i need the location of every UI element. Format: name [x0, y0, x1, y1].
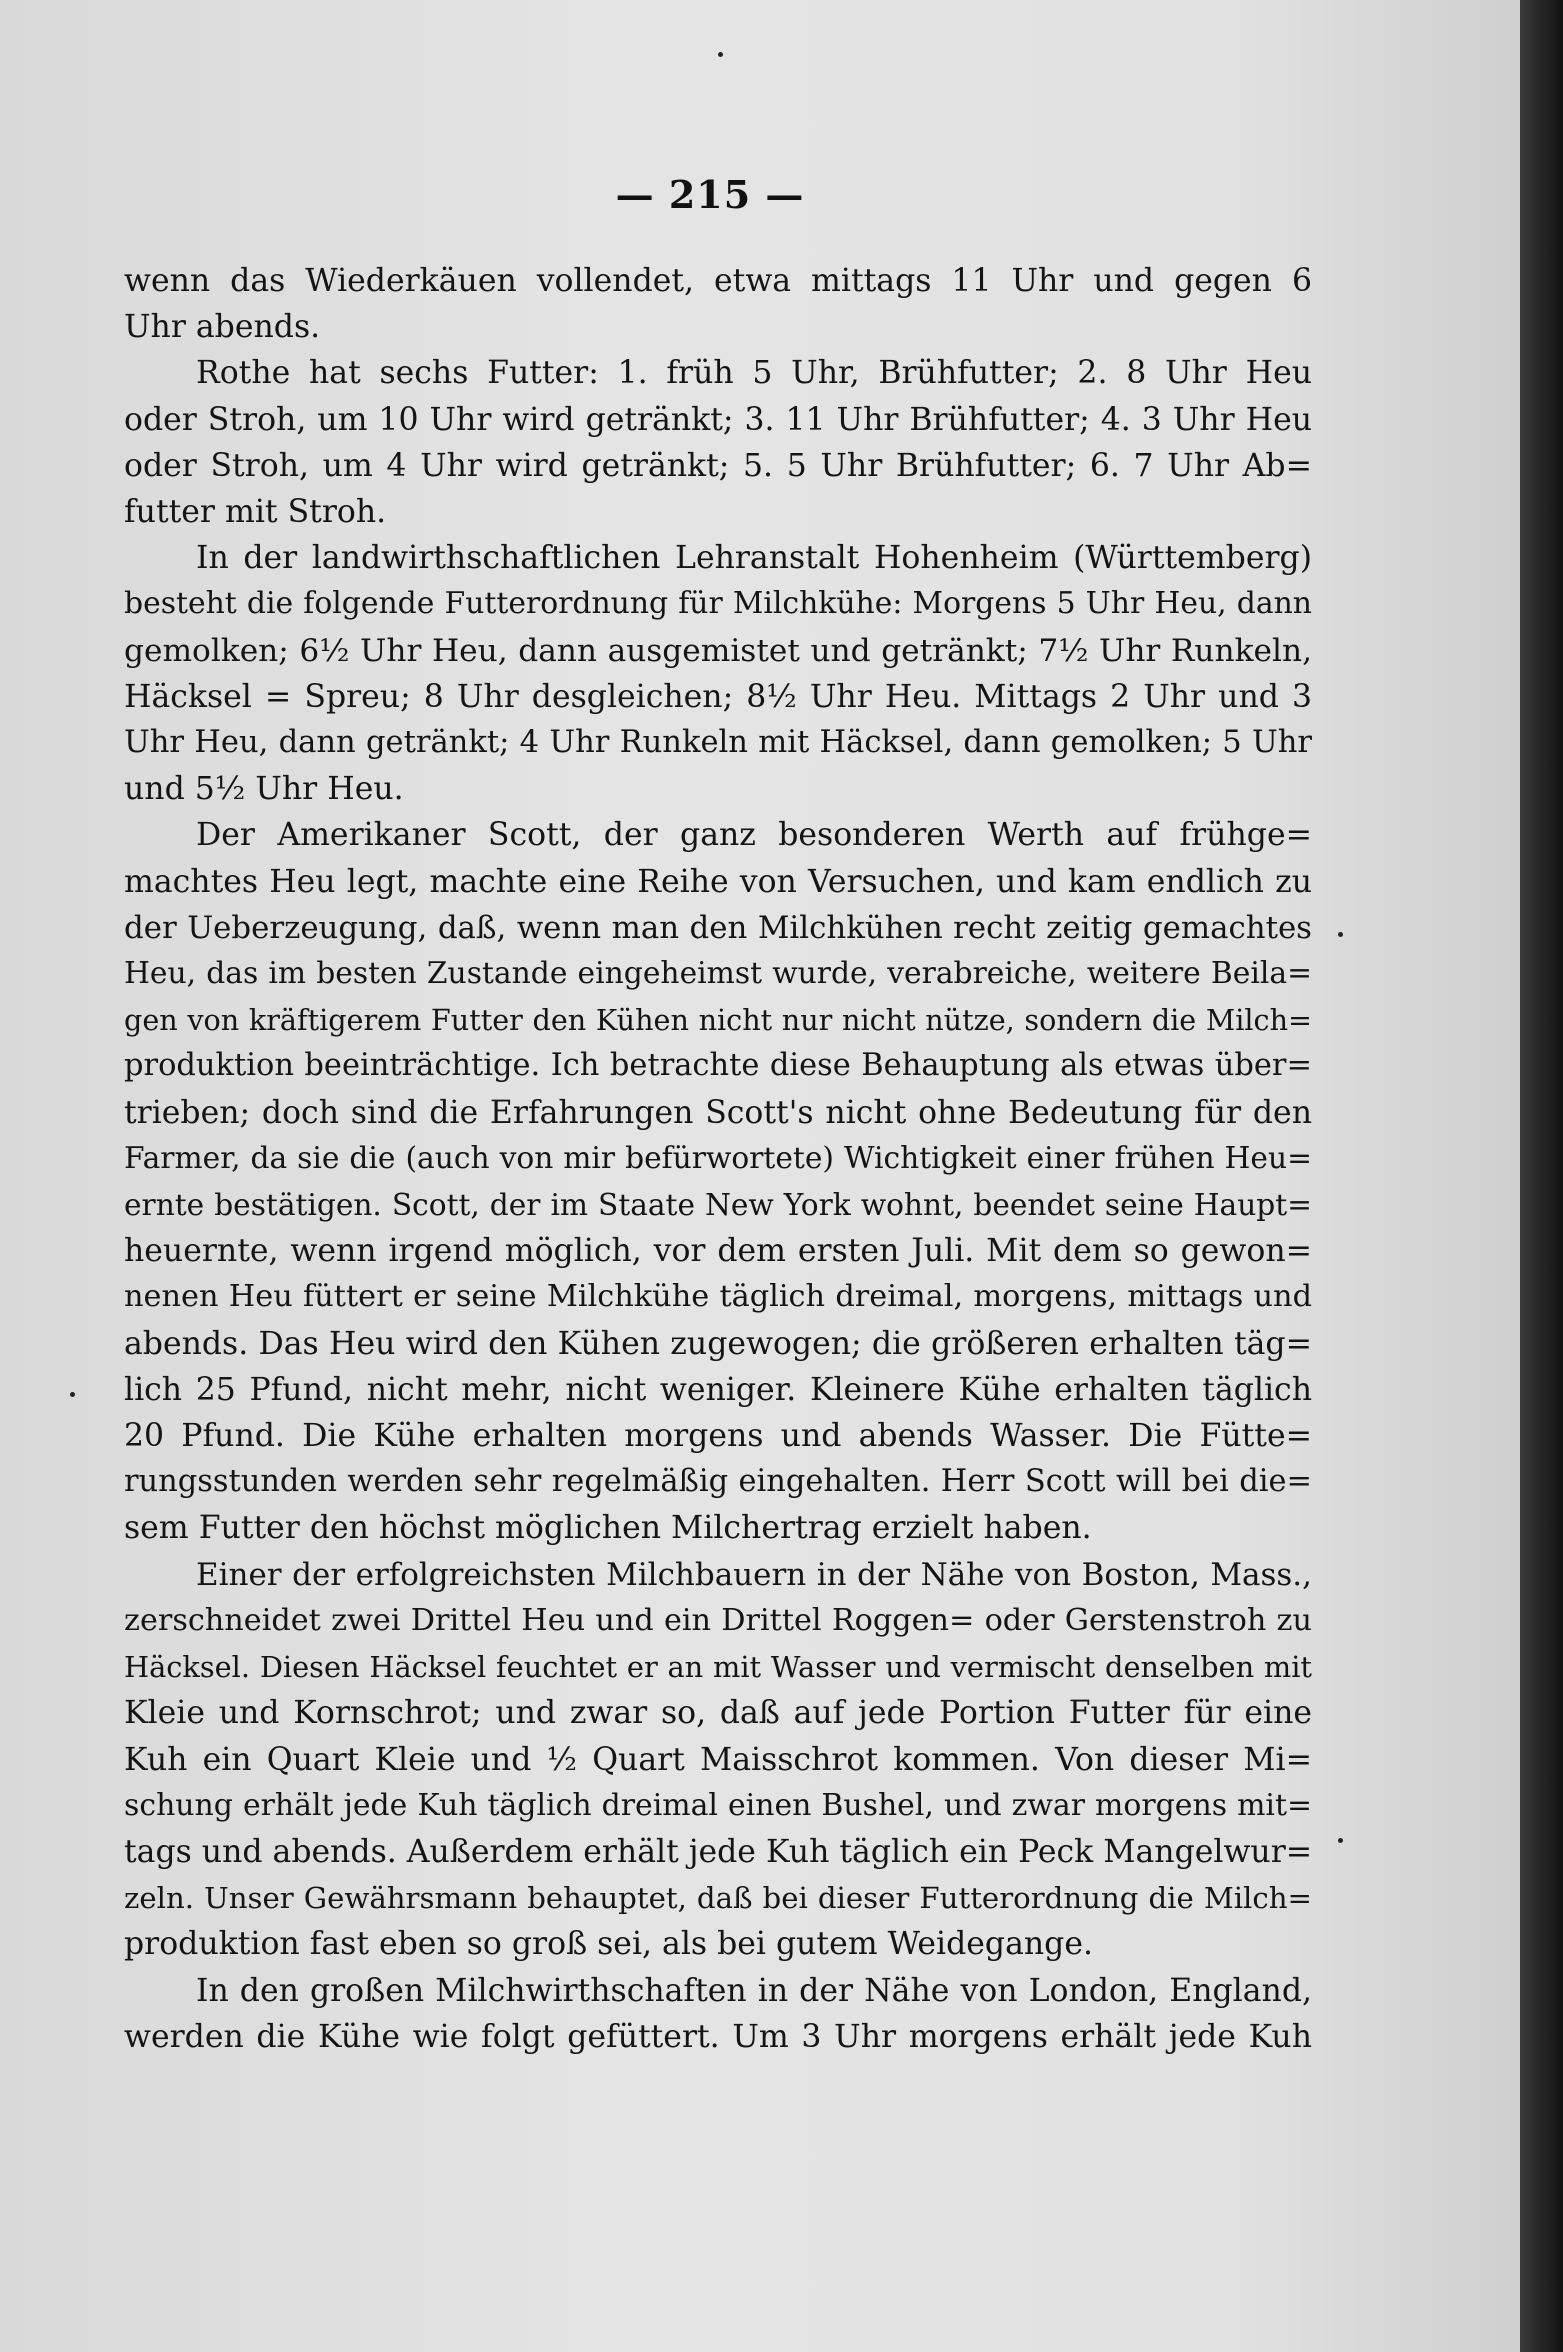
ink-speck — [1338, 1838, 1343, 1843]
text-line: futter mit Stroh. — [124, 494, 387, 531]
text-line: trieben; doch sind die Erfahrungen Scott's nicht ohne Bedeutung für den — [124, 1094, 1312, 1131]
text-line: produktion fast eben so groß sei, als bei gutem Weidegange. — [124, 1926, 1093, 1963]
text-line: rungsstunden werden sehr regelmäßig eingehalten. Herr Scott will bei die= — [124, 1464, 1312, 1500]
text-line: gen von kräftigerem Futter den Kühen nicht nur nicht nütze, sondern die Milch= — [124, 1003, 1312, 1038]
text-line: produktion beeinträchtige. Ich betrachte diese Behauptung als etwas über= — [124, 1048, 1312, 1084]
body-text — [124, 258, 1312, 2060]
text-line: Einer der erfolgreichsten Milchbauern in der Nähe von Boston, Mass., — [196, 1556, 1312, 1593]
text-line: Kleie und Kornschrot; und zwar so, daß auf jede Portion Futter für eine — [124, 1695, 1312, 1732]
ink-speck — [70, 1392, 75, 1397]
page-edge-shadow — [1520, 0, 1563, 2352]
text-line: heuernte, wenn irgend möglich, vor dem ersten Juli. Mit dem so gewon= — [124, 1233, 1312, 1270]
text-line: machtes Heu legt, machte eine Reihe von Versuchen, und kam endlich zu — [124, 863, 1312, 900]
text-line: lich 25 Pfund, nicht mehr, nicht weniger. Kleinere Kühe erhalten täglich — [124, 1371, 1312, 1408]
text-line: der Ueberzeugung, daß, wenn man den Milchkühen recht zeitig gemachtes — [124, 909, 1312, 946]
text-line: wenn das Wiederkäuen vollendet, etwa mittags 11 Uhr und gegen 6 — [124, 263, 1312, 299]
text-line: Häcksel = Spreu; 8 Uhr desgleichen; 8½ Uhr Heu. Mittags 2 Uhr und 3 — [124, 678, 1312, 715]
text-line: 20 Pfund. Die Kühe erhalten morgens und abends Wasser. Die Fütte= — [124, 1418, 1312, 1455]
page-number: — 215 — — [615, 172, 805, 217]
text-line: Kuh ein Quart Kleie und ½ Quart Maisschrot kommen. Von dieser Mi= — [124, 1741, 1312, 1778]
text-line: besteht die folgende Futterordnung für Milchkühe: Morgens 5 Uhr Heu, dann — [124, 586, 1312, 622]
text-line: schung erhält jede Kuh täglich dreimal einen Bushel, und zwar morgens mit= — [124, 1787, 1312, 1823]
text-line: zeln. Unser Gewährsmann behauptet, daß bei dieser Futterordnung die Milch= — [124, 1881, 1312, 1916]
ink-speck — [1338, 932, 1343, 937]
text-line: zerschneidet zwei Drittel Heu und ein Drittel Roggen= oder Gerstenstroh zu — [124, 1602, 1312, 1638]
text-line: Heu, das im besten Zustande eingeheimst wurde, verabreiche, weitere Beila= — [124, 956, 1312, 992]
text-line: Farmer, da sie die (auch von mir befürwortete) Wichtigkeit einer frühen Heu= — [124, 1140, 1312, 1176]
text-line: Uhr Heu, dann getränkt; 4 Uhr Runkeln mit Häcksel, dann gemolken; 5 Uhr — [124, 725, 1312, 761]
text-line: sem Futter den höchst möglichen Milchertrag erzielt haben. — [124, 1510, 1092, 1547]
text-line: oder Stroh, um 4 Uhr wird getränkt; 5. 5 Uhr Brühfutter; 6. 7 Uhr Ab= — [124, 447, 1312, 484]
text-line: Rothe hat sechs Futter: 1. früh 5 Uhr, Brühfutter; 2. 8 Uhr Heu — [196, 355, 1312, 392]
text-line: tags und abends. Außerdem erhält jede Kuh täglich ein Peck Mangelwur= — [124, 1833, 1313, 1870]
text-line: In den großen Milchwirthschaften in der Nähe von London, England, — [196, 1972, 1312, 2009]
text-line: Häcksel. Diesen Häcksel feuchtet er an mit Wasser und vermischt denselben mit — [124, 1650, 1312, 1685]
text-line: abends. Das Heu wird den Kühen zugewogen; die größeren erhalten täg= — [124, 1325, 1312, 1362]
text-line: Der Amerikaner Scott, der ganz besonderen Werth auf frühge= — [196, 817, 1312, 854]
text-line: gemolken; 6½ Uhr Heu, dann ausgemistet und getränkt; 7½ Uhr Runkeln, — [124, 632, 1312, 669]
text-line: ernte bestätigen. Scott, der im Staate New York wohnt, beendet seine Haupt= — [124, 1187, 1312, 1223]
text-line: und 5½ Uhr Heu. — [124, 771, 404, 808]
text-line: Uhr abends. — [124, 309, 321, 346]
text-line: In der landwirthschaftlichen Lehranstalt Hohenheim (Württemberg) — [196, 540, 1312, 577]
ink-speck — [718, 52, 723, 57]
text-line: nenen Heu füttert er seine Milchkühe täglich dreimal, morgens, mittags und — [124, 1279, 1312, 1315]
text-line: oder Stroh, um 10 Uhr wird getränkt; 3. 11 Uhr Brühfutter; 4. 3 Uhr Heu — [124, 401, 1312, 438]
text-line: werden die Kühe wie folgt gefüttert. Um 3 Uhr morgens erhält jede Kuh — [124, 2018, 1312, 2055]
